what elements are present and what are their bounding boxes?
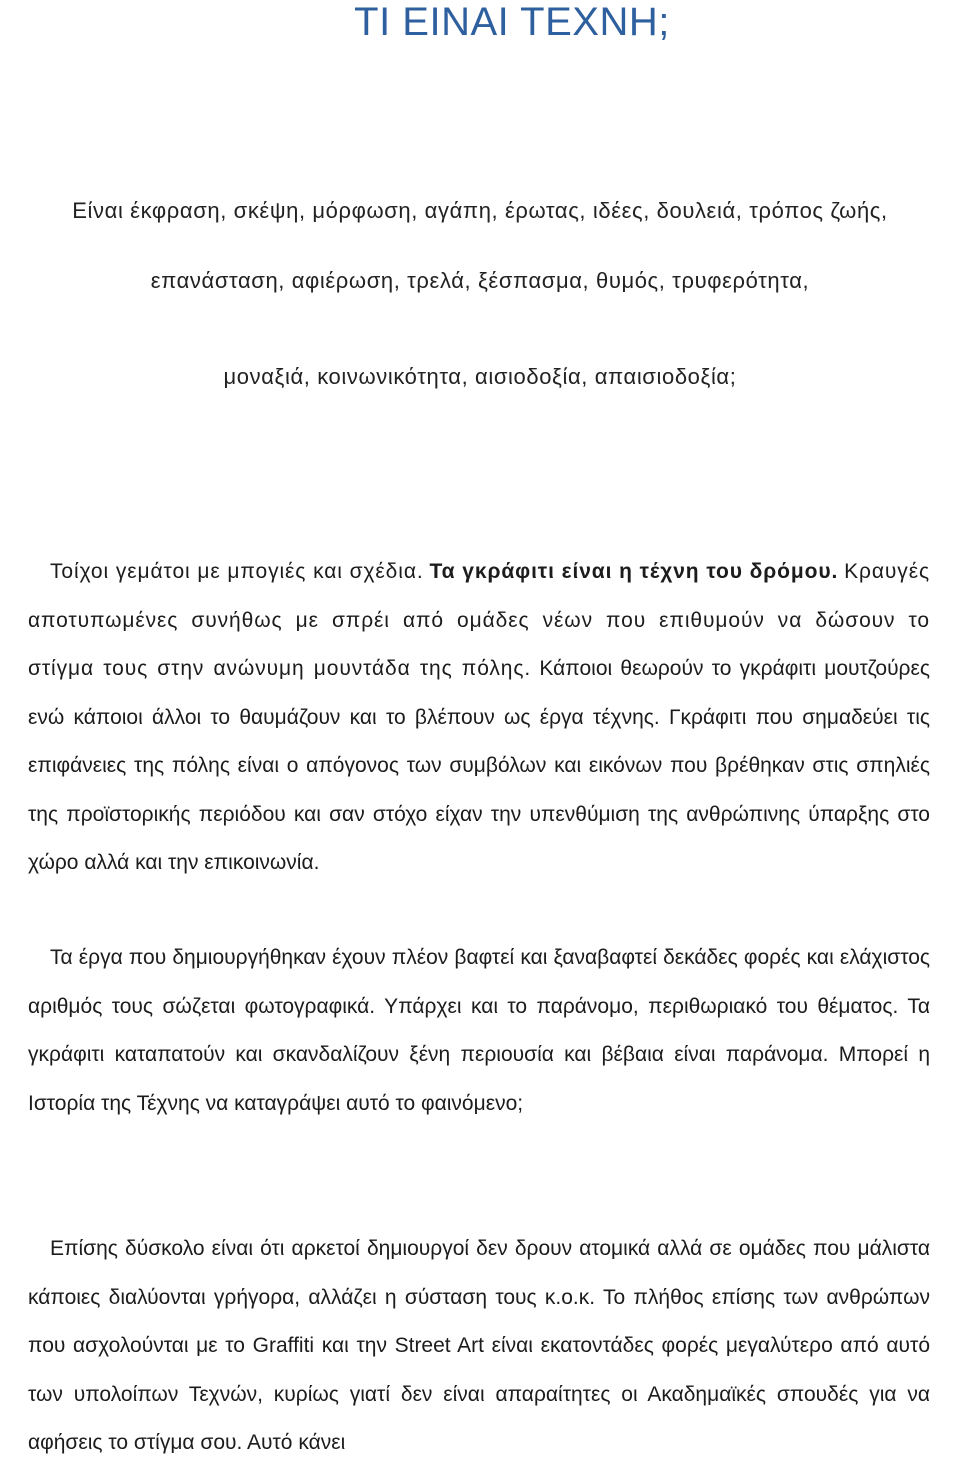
paragraph-text: Κάποιοι θεωρούν το γκράφιτι μουτζούρες ενώ κάποιοι άλλοι το θαυμάζουν και το βλέπουν ως έργα τέχνης. Γκράφιτι που σημαδεύει τις επιφάνειες της πόλης είναι ο απόγονος των συμβόλων και εικόνων που βρέθηκαν στις σπηλιές της προϊστορικής περιόδου και σαν στόχο είχαν την υπενθύμιση της ανθρώπινης ύπαρξης στο χώρο αλλά και την επικοινωνία.: [28, 657, 930, 874]
intro-line-2: επανάσταση, αφιέρωση, τρελά, ξέσπασμα, θυμός, τρυφερότητα,: [150, 268, 810, 293]
intro-line-3: μοναξιά, κοινωνικότητα, αισιοδοξία, απαισιοδοξία;: [223, 364, 737, 389]
paragraph-bold-statement: Τα γκράφιτι είναι η τέχνη του δρόμου.: [429, 560, 839, 583]
paragraph-wide-text: Κραυγές αποτυπωμένες συνήθως με σπρέι από ομάδες νέων που επιθυμούν να δώσουν το στίγμα τους στην ανώνυμη μουντάδα της πόλης.: [28, 560, 930, 680]
page-title: ΤΙ ΕΙΝΑΙ ΤΕΧΝΗ;: [354, 0, 670, 44]
paragraph-artworks: [28, 934, 930, 1128]
paragraph-graffiti: [28, 548, 930, 888]
paragraph-text: Επίσης δύσκολο είναι ότι αρκετοί δημιουργοί δεν δρουν ατομικά αλλά σε ομάδες που μάλιστα κάποιες διαλύονται γρήγορα, αλλάζει η σύσταση τους κ.ο.κ. Το πλήθος επίσης των ανθρώπων που ασχολούνται με το Graffiti και την Street Art είναι εκατοντάδες φορές μεγαλύτερο από αυτό των υπολοίπων Τεχνών, κυρίως γιατί δεν είναι απαραίτητες οι Ακαδημαϊκές σπουδές για να αφήσεις το στίγμα σου. Αυτό κάνει: [28, 1237, 930, 1454]
intro-line-1: Είναι έκφραση, σκέψη, μόρφωση, αγάπη, έρωτας, ιδέες, δουλειά, τρόπος ζωής,: [72, 198, 888, 223]
paragraph-text: Τα έργα που δημιουργήθηκαν έχουν πλέον βαφτεί και ξαναβαφτεί δεκάδες φορές και ελάχιστος αριθμός τους σώζεται φωτογραφικά. Υπάρχει και το παράνομο, περιθωριακό του θέματος. Τα γκράφιτι καταπατούν και σκανδαλίζουν ξένη περιουσία και βέβαια είναι παράνομα. Μπορεί η Ιστορία της Τέχνης να καταγράψει αυτό το φαινόμενο;: [28, 946, 930, 1115]
paragraph-groups: [28, 1225, 930, 1468]
paragraph-lead: Τοίχοι γεμάτοι με μπογιές και σχέδια.: [50, 560, 424, 583]
